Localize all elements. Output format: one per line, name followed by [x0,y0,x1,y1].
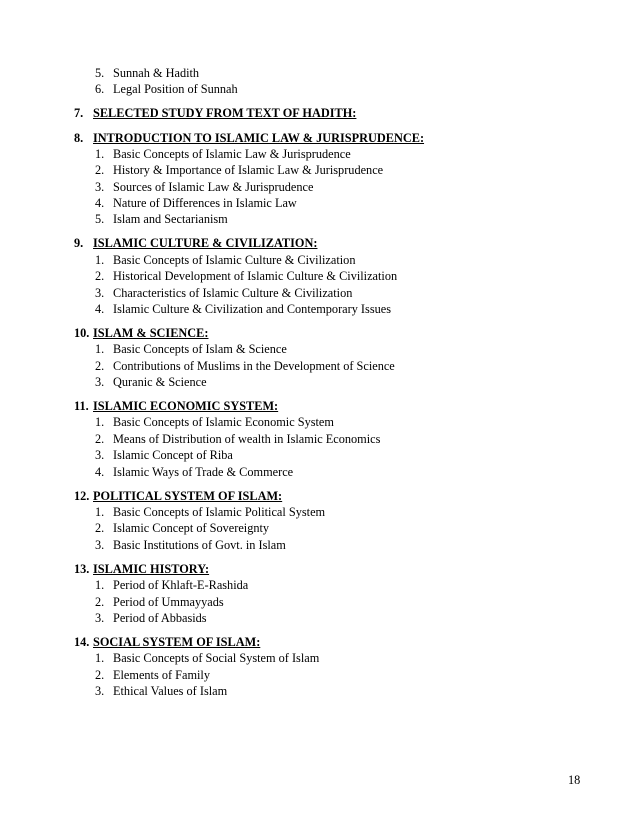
list-item: 1. Basic Concepts of Islam & Science [95,342,287,356]
list-item: 2. Historical Development of Islamic Culture & Civilization [95,269,398,283]
list-item: 1. Period of Khlaft-E-Rashida [95,578,249,592]
section-heading: 14. SOCIAL SYSTEM OF ISLAM: [74,635,261,649]
list-item: 6. Legal Position of Sunnah [95,82,238,96]
section-heading: 8. INTRODUCTION TO ISLAMIC LAW & JURISPRUDENCE: [74,131,425,145]
page-number: 18 [568,773,581,787]
list-item: 1. Basic Concepts of Social System of Islam [95,651,320,665]
list-item: 5. Islam and Sectarianism [95,212,228,226]
list-item: 1. Basic Concepts of Islamic Law & Jurisprudence [95,147,351,161]
list-item: 4. Nature of Differences in Islamic Law [95,196,297,210]
section-heading: 13. ISLAMIC HISTORY: [74,562,210,576]
list-item: 3. Period of Abbasids [95,611,207,625]
list-item: 5. Sunnah & Hadith [95,66,200,80]
list-item: 2. Elements of Family [95,668,210,682]
section-heading: 7. SELECTED STUDY FROM TEXT OF HADITH: [74,106,357,120]
list-item: 2. Means of Distribution of wealth in Islamic Economics [95,432,381,446]
section-heading: 11. ISLAMIC ECONOMIC SYSTEM: [74,399,279,413]
list-item: 3. Ethical Values of Islam [95,684,228,698]
list-item: 3. Quranic & Science [95,375,207,389]
section-heading: 10. ISLAM & SCIENCE: [74,326,209,340]
list-item: 3. Sources of Islamic Law & Jurisprudence [95,180,314,194]
list-item: 3. Characteristics of Islamic Culture & Civilization [95,286,353,300]
list-item: 1. Basic Concepts of Islamic Political System [95,505,326,519]
list-item: 2. History & Importance of Islamic Law & Jurisprudence [95,163,384,177]
list-item: 4. Islamic Culture & Civilization and Contemporary Issues [95,302,391,316]
list-item: 4. Islamic Ways of Trade & Commerce [95,465,294,479]
list-item: 1. Basic Concepts of Islamic Culture & Civilization [95,253,356,267]
section-heading: 9. ISLAMIC CULTURE & CIVILIZATION: [74,236,318,250]
list-item: 2. Contributions of Muslims in the Development of Science [95,359,395,373]
section-heading: 12. POLITICAL SYSTEM OF ISLAM: [74,489,283,503]
list-item: 2. Islamic Concept of Sovereignty [95,521,270,535]
list-item: 3. Islamic Concept of Riba [95,448,233,462]
list-item: 1. Basic Concepts of Islamic Economic System [95,415,334,429]
list-item: 2. Period of Ummayyads [95,595,224,609]
list-item: 3. Basic Institutions of Govt. in Islam [95,538,286,552]
